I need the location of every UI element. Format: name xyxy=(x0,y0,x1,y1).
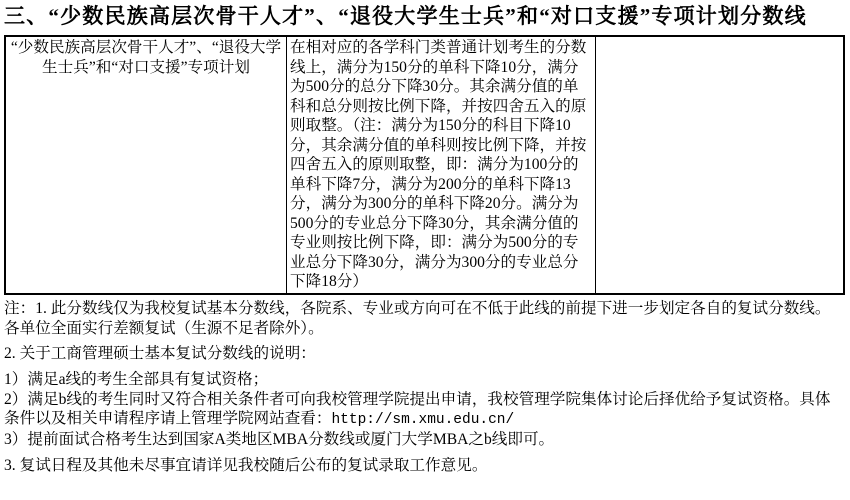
note-2-item-1: 1）满足a线的考生全部具有复试资格； xyxy=(4,371,269,389)
note-2-heading: 2. 关于工商管理硕士基本复试分数线的说明： xyxy=(4,345,316,363)
note-2-item-2-text: 2）满足b线的考生同时又符合相关条件者可向我校管理学院提出申请，我校管理学院集体讨论后择优给予复试资格。具体条件以及相关申请程序请上管理学院网站查看： xyxy=(4,390,831,428)
note-3: 3. 复试日程及其他未尽事宜请详见我校随后公布的复试录取工作意见。 xyxy=(4,457,488,475)
website-url: http://sm.xmu.edu.cn/ xyxy=(331,412,515,429)
note-2-item-2 xyxy=(4,390,846,430)
score-policy-cell: 在相对应的各学科门类普通计划考生的分数线上，满分为150分的单科下降10分，满分为500分的总分下降30分。其余满分值的单科和总分则按比例下降，并按四舍五入的原则取整。（注：满分为150分的科目下降10分，其余满分值的单科则按比例下降，并按四舍五入的原则取整，即：满分为100分的单科下降7分，满分为200分的单科下降13分，满分为300分的单科下降20分。满分为500分的专业总分下降30分，其余满分值的专业则按比例下降，即：满分为500分的专业总分下降30分，满分为300分的专业总分下降18分） xyxy=(287,36,596,294)
page-title: 三、“少数民族高层次骨干人才”、“退役大学生士兵”和“对口支援”专项计划分数线 xyxy=(4,4,807,28)
program-name-cell: “少数民族高层次骨干人才”、“退役大学生士兵”和“对口支援”专项计划 xyxy=(5,36,287,294)
note-2-item-3: 3）提前面试合格考生达到国家A类地区MBA分数线或厦门大学MBA之b线即可。 xyxy=(4,430,555,448)
notes-section xyxy=(4,299,846,476)
note-1: 注：1. 此分数线仅为我校复试基本分数线，各院系、专业或方向可在不低于此线的前提下进一步划定各自的复试分数线。各单位全面实行差额复试（生源不足者除外）。 xyxy=(4,300,831,337)
table-row xyxy=(5,36,844,294)
remark-empty-cell xyxy=(596,36,845,294)
score-table xyxy=(4,35,845,295)
